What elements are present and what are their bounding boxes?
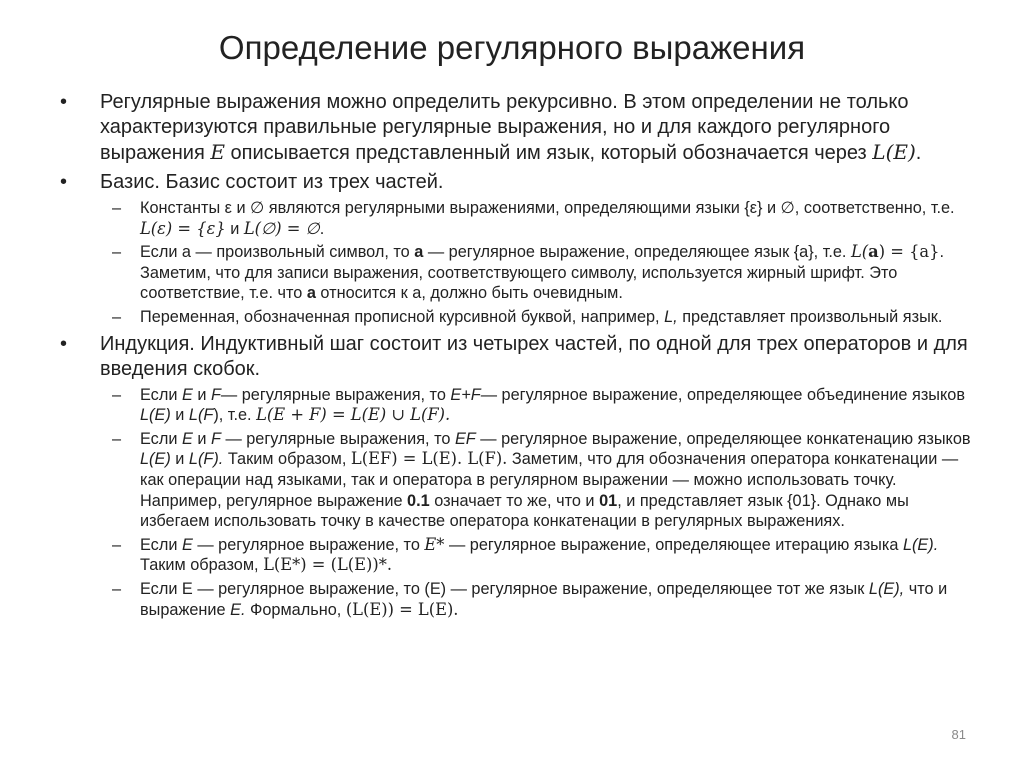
- page-number: 81: [951, 727, 966, 742]
- sub-bullet-concatenation: [60, 429, 975, 532]
- sub-bullet-iteration: [60, 535, 975, 576]
- math-expression: E*: [424, 534, 445, 554]
- sub-bullet-constants: [60, 198, 975, 239]
- math-bold-symbol: a: [868, 242, 879, 262]
- sub-bullet-text: .: [319, 219, 325, 238]
- bullet-text: .: [915, 142, 922, 164]
- italic-text: L(F).: [188, 450, 224, 469]
- dash-marker: –: [112, 429, 122, 448]
- italic-text: E: [181, 429, 193, 448]
- sub-bullet-text: . Заметим, что для записи выражения, соответствующего символу, используется жирный шрифт. Это соответствие, т.е. что: [140, 243, 945, 303]
- italic-text: E: [181, 385, 193, 404]
- sub-bullet-text: Если: [140, 535, 182, 554]
- math-expression: L(E*) = (L(E))*.: [263, 555, 393, 575]
- dash-marker: –: [112, 199, 122, 217]
- bullet-recursive-definition: [60, 90, 975, 166]
- italic-text: E: [181, 535, 193, 554]
- italic-text: E.: [230, 600, 246, 619]
- sub-bullet-variable: [60, 307, 975, 328]
- italic-text: F: [210, 429, 221, 448]
- math-expression: L(: [850, 242, 869, 262]
- math-expression: L(ε) = {ε}: [140, 218, 226, 238]
- sub-bullet-text: и: [170, 450, 189, 469]
- sub-bullet-text: Переменная, обозначенная прописной курсивной буквой, например,: [140, 307, 665, 326]
- sub-bullet-text: Если: [140, 385, 182, 404]
- bullet-text: Регулярные выражения можно определить рекурсивно. В этом определении не только характеризуются правильные регулярные выражения, но и для каждого регулярного выражения: [100, 91, 909, 164]
- italic-text: L(E),: [868, 579, 905, 598]
- sub-bullet-text: — регулярное выражение, определяющее язык {a}, т.е.: [423, 243, 851, 262]
- sub-bullet-text: представляет произвольный язык.: [677, 307, 943, 326]
- italic-text: L(E).: [902, 535, 939, 554]
- dash-marker: –: [112, 243, 122, 262]
- italic-text: L(E): [140, 406, 171, 425]
- sub-bullet-text: — регулярное выражение, определяющее объединение языков: [480, 385, 965, 404]
- sub-bullet-text: , и представляет язык {01}. Однако мы избегаем использовать точку в качестве оператора конкатенации в регулярных выражениях.: [140, 491, 909, 531]
- italic-text: L(E): [140, 450, 171, 469]
- sub-bullet-text: и: [192, 429, 211, 448]
- sub-bullet-text: — регулярные выражения, то: [220, 429, 455, 448]
- bullet-marker: •: [60, 91, 68, 113]
- math-expression: (L(E)) = L(E).: [345, 599, 459, 619]
- bullet-marker: •: [60, 332, 68, 355]
- sub-bullet-text: Если: [140, 429, 182, 448]
- slide-content: [60, 86, 975, 620]
- math-expression: L(E + F) = L(E) ∪ L(F).: [256, 405, 451, 425]
- italic-text: F: [210, 385, 221, 404]
- bullet-text: описывается представленный им язык, который обозначается через: [224, 142, 873, 164]
- sub-bullet-text: — регулярное выражение, то: [192, 535, 425, 554]
- italic-text: L(F: [188, 406, 214, 425]
- italic-text: E+F: [450, 385, 481, 404]
- math-expression: L(∅) = ∅: [243, 218, 320, 238]
- bullet-basis: [60, 170, 975, 195]
- sub-bullet-text: Формально,: [245, 600, 346, 619]
- sub-bullet-text: — регулярное выражение, определяющее конкатенацию языков: [475, 429, 971, 448]
- bold-symbol: a: [414, 243, 424, 262]
- dash-marker: –: [112, 579, 122, 598]
- sub-bullet-text: Таким образом,: [223, 450, 351, 469]
- sub-bullet-text: и: [192, 385, 211, 404]
- bullet-induction: [60, 332, 975, 382]
- bold-symbol: 0.1: [407, 491, 430, 510]
- sub-bullet-parentheses: [60, 579, 975, 620]
- italic-text: EF: [454, 429, 476, 448]
- sub-bullet-text: и: [170, 406, 189, 425]
- sub-bullet-text: и: [225, 219, 244, 238]
- sub-bullet-text: Таким образом,: [140, 556, 264, 575]
- math-expression: L(EF) = L(E). L(F).: [350, 449, 508, 469]
- math-expression: E: [210, 140, 225, 164]
- sub-bullet-text: означает то же, что и: [429, 491, 600, 510]
- bullet-text: Индукция. Индуктивный шаг состоит из четырех частей, по одной для трех операторов и для введения скобок.: [100, 332, 968, 380]
- sub-bullet-text: ), т.е.: [213, 406, 257, 425]
- dash-marker: –: [112, 535, 122, 554]
- sub-bullet-text: относится к a, должно быть очевидным.: [315, 284, 623, 303]
- dash-marker: –: [112, 385, 122, 404]
- sub-bullet-union: [60, 385, 975, 426]
- sub-bullet-text: — регулярные выражения, то: [220, 385, 451, 404]
- sub-bullet-text: Константы ε и ∅ являются регулярными выражениями, определяющими языки {ε} и ∅, соответственно, т.е.: [140, 199, 955, 217]
- bold-symbol: a: [306, 284, 316, 303]
- sub-bullet-text: Если Е — регулярное выражение, то (Е) — регулярное выражение, определяющее тот же язык: [140, 579, 869, 598]
- bold-symbol: 01: [599, 491, 618, 510]
- italic-text: L,: [664, 307, 678, 326]
- sub-bullet-text: Заметим, что для обозначения оператора конкатенации — как операции над языками, так и оператора в регулярном выражении — можно использовать точку. Например, регулярное выражение: [140, 450, 959, 510]
- sub-bullet-text: Если a — произвольный символ, то: [140, 243, 415, 262]
- sub-bullet-text: — регулярное выражение, определяющее итерацию языка: [444, 535, 903, 554]
- math-expression: ) = {a}: [878, 242, 940, 262]
- math-expression: L(E): [872, 140, 916, 164]
- sub-bullet-text: что и выражение: [140, 579, 948, 619]
- bullet-text: Базис. Базис состоит из трех частей.: [100, 171, 444, 193]
- slide-title: Определение регулярного выражения: [218, 29, 806, 66]
- sub-bullet-symbol: [60, 242, 975, 304]
- dash-marker: –: [112, 307, 122, 326]
- bullet-marker: •: [60, 171, 68, 193]
